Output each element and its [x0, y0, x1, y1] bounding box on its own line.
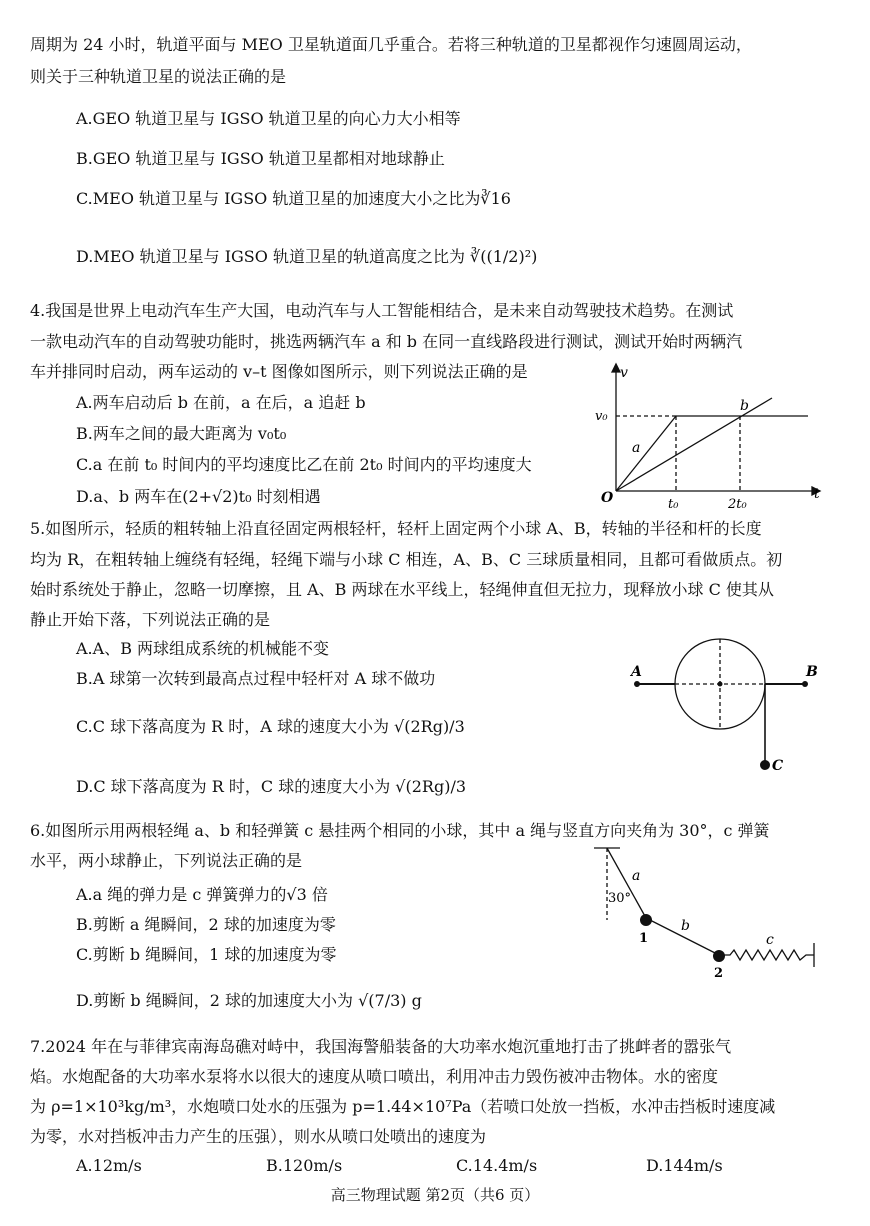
- q4-text-line-3: 车并排同时启动，两车运动的 v–t 图像如图所示，则下列说法正确的是: [30, 362, 528, 381]
- graph-t-label: t: [814, 486, 820, 502]
- q7-text-line-3: 为 ρ=1×10³kg/m³，水炮喷口处水的压强为 p=1.44×10⁷Pa（若喷口处放一挡板，水冲击挡板时速度减: [30, 1097, 776, 1116]
- q3-option-c: C.MEO 轨道卫星与 IGSO 轨道卫星的加速度大小之比为∛16: [76, 189, 511, 208]
- q5-text-line-3: 始时系统处于静止，忽略一切摩擦，且 A、B 两球在水平线上，轻绳伸直但无拉力，现释放小球 C 使其从: [30, 580, 774, 599]
- q6-option-c: C.剪断 b 绳瞬间，1 球的加速度为零: [76, 945, 337, 964]
- q4-option-d: D.a、b 两车在(2+√2)t₀ 时刻相遇: [76, 487, 321, 506]
- fig6-c-label: c: [766, 932, 774, 948]
- q6-option-b: B.剪断 a 绳瞬间，2 球的加速度为零: [76, 915, 336, 934]
- q4-option-c: C.a 在前 t₀ 时间内的平均速度比乙在前 2t₀ 时间内的平均速度大: [76, 455, 532, 474]
- fig6-ball-1-label: 1: [639, 931, 649, 946]
- q3-option-d: D.MEO 轨道卫星与 IGSO 轨道卫星的轨道高度之比为 ∛((1/2)²): [76, 247, 538, 266]
- fig6-b-label: b: [681, 918, 690, 934]
- q5-text-line-2: 均为 R，在粗转轴上缠绕有轻绳，轻绳下端与小球 C 相连，A、B、C 三球质量相同，且都可看做质点。初: [30, 550, 783, 569]
- q6-option-d: D.剪断 b 绳瞬间，2 球的加速度大小为 √(7/3) g: [76, 991, 422, 1010]
- fig5-c-label: C: [772, 758, 784, 774]
- q3-text-line-2: 则关于三种轨道卫星的说法正确的是: [30, 67, 287, 86]
- q5-option-c: C.C 球下落高度为 R 时，A 球的速度大小为 √(2Rg)/3: [76, 717, 465, 736]
- q5-text-line-1: 5.如图所示，轻质的粗转轴上沿直径固定两根轻杆，轻杆上固定两个小球 A、B，转轴的半径和杆的长度: [30, 519, 762, 538]
- q3-text-line-1: 周期为 24 小时，轨道平面与 MEO 卫星轨道面几乎重合。若将三种轨道的卫星都视作匀速圆周运动，: [30, 35, 752, 54]
- graph-b-label: b: [740, 398, 749, 414]
- graph-a-label: a: [632, 440, 641, 456]
- fig5-b-label: B: [806, 664, 818, 680]
- q7-text-line-4: 为零，水对挡板冲击力产生的压强），则水从喷口处喷出的速度为: [30, 1127, 487, 1146]
- q7-options-row: [76, 1156, 836, 1175]
- graph-origin-label: O: [601, 490, 614, 506]
- graph-2t0-label: 2t₀: [728, 497, 747, 512]
- q5-option-a: A.A、B 两球组成系统的机械能不变: [76, 639, 330, 658]
- q3-option-b: B.GEO 轨道卫星与 IGSO 轨道卫星都相对地球静止: [76, 149, 445, 168]
- fig5-a-label: A: [631, 664, 642, 680]
- q4-option-a: A.两车启动后 b 在前，a 在后，a 追赶 b: [76, 393, 366, 412]
- q7-text-line-2: 焰。水炮配备的大功率水泵将水以很大的速度从喷口喷出，利用冲击力毁伤被冲击物体。水的密度: [30, 1067, 719, 1086]
- q3-option-a: A.GEO 轨道卫星与 IGSO 轨道卫星的向心力大小相等: [76, 109, 461, 128]
- q6-text-line-2: 水平，两小球静止，下列说法正确的是: [30, 851, 303, 870]
- q7-option-a: A.12m/s: [76, 1156, 142, 1175]
- fig6-a-label: a: [632, 868, 641, 884]
- q7-option-c: C.14.4m/s: [456, 1156, 538, 1175]
- graph-t0-label: t₀: [668, 497, 679, 512]
- q7-option-b: B.120m/s: [266, 1156, 343, 1175]
- q7-option-d: D.144m/s: [646, 1156, 723, 1175]
- q6-text-line-1: 6.如图所示用两根轻绳 a、b 和轻弹簧 c 悬挂两个相同的小球，其中 a 绳与竖直方向夹角为 30°，c 弹簧: [30, 821, 770, 840]
- q4-text-line-2: 一款电动汽车的自动驾驶功能时，挑选两辆汽车 a 和 b 在同一直线路段进行测试，测试开始时两辆汽: [30, 332, 743, 351]
- q5-option-d: D.C 球下落高度为 R 时，C 球的速度大小为 √(2Rg)/3: [76, 777, 467, 796]
- q5-option-b: B.A 球第一次转到最高点过程中轻杆对 A 球不做功: [76, 669, 436, 688]
- q6-option-a: A.a 绳的弹力是 c 弹簧弹力的√3 倍: [76, 885, 328, 904]
- q4-text-line-1: 4.我国是世界上电动汽车生产大国，电动汽车与人工智能相结合，是未来自动驾驶技术趋势。在测试: [30, 301, 734, 320]
- q4-option-b: B.两车之间的最大距离为 v₀t₀: [76, 424, 287, 443]
- fig6-ball-2-label: 2: [714, 966, 724, 981]
- page-footer: 高三物理试题 第2页（共6 页）: [330, 1186, 540, 1204]
- q7-text-line-1: 7.2024 年在与菲律宾南海岛礁对峙中，我国海警船装备的大功率水炮沉重地打击了挑衅者的嚣张气: [30, 1037, 732, 1056]
- graph-v-label: v: [620, 365, 628, 381]
- graph-v0-label: v₀: [595, 409, 608, 424]
- q5-text-line-4: 静止开始下落，下列说法正确的是: [30, 610, 271, 629]
- fig6-angle-label: 30°: [608, 891, 632, 906]
